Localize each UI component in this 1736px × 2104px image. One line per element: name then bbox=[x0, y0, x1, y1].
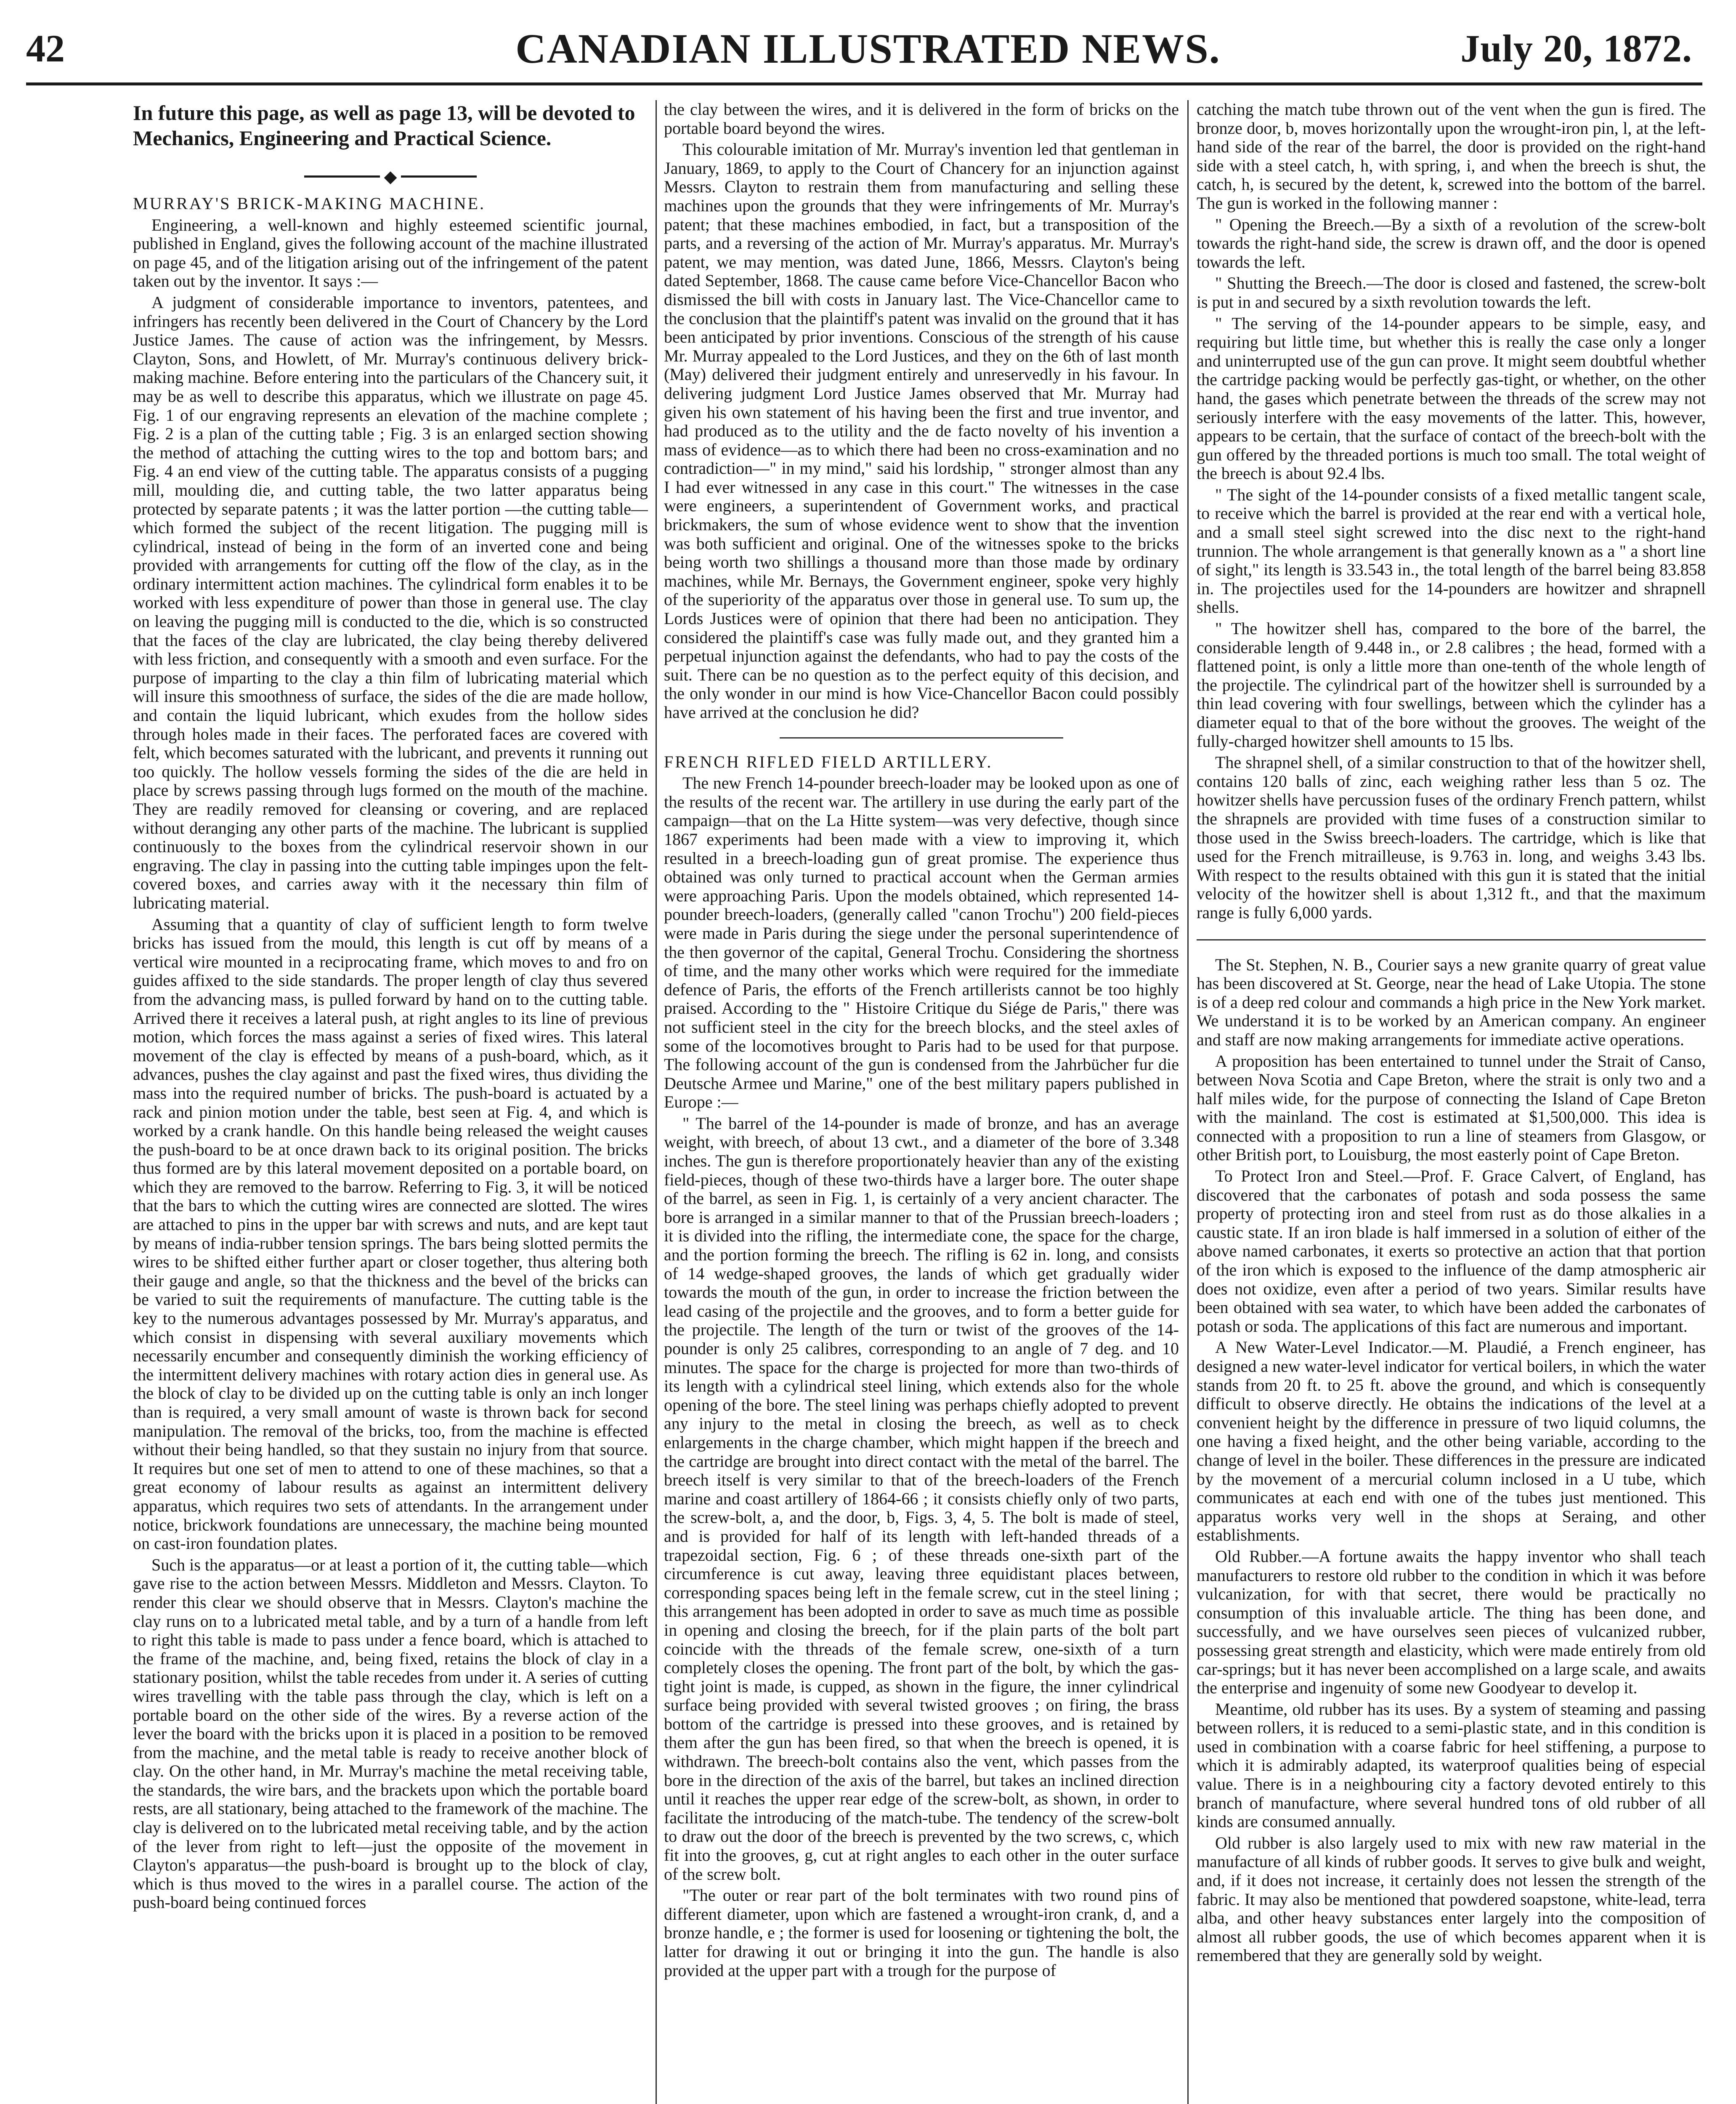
column-divider bbox=[1187, 100, 1189, 2104]
article-paragraph: catching the match tube thrown out of the vent when the gun is fired. The bronze door, b, moves horizontally upon the wrought-iron pin, l, at the left-hand side of the rear of the barrel, the door is provided on the right-hand side with a steel catch, h, with spring, i, and when the breech is shut, the catch, h, is secured by the detent, k, screwed into the bottom of the barrel. The gun is worked in the following manner : bbox=[1197, 100, 1706, 213]
column-divider bbox=[656, 100, 657, 2104]
page-number: 42 bbox=[26, 27, 65, 70]
header-rule bbox=[26, 82, 1702, 85]
news-item: Old rubber is also largely used to mix with new raw material in the manufacture of all kinds of rubber goods. It serves to give bulk and weight, and, if it does not increase, it certainly does not lessen the strength of the fabric. It may also be mentioned that powdered soapstone, white-lead, terra alba, and other heavy substances enter largely into the composition of almost all rubber goods, the use of which becomes apparent when it is remembered that they are generally sold by weight. bbox=[1197, 1833, 1706, 1965]
article-paragraph: Such is the apparatus—or at least a portion of it, the cutting table—which gave rise to the action between Messrs. Middleton and Messrs. Clayton. To render this clear we should observe that in Messrs. Clayton's machine the clay runs on to a lubricated metal table, and by a turn of a handle from left to right this table is made to pass under a fence board, which is attached to the frame of the machine, and, being fixed, retains the block of clay in a stationary position, whilst the table recedes from under it. A series of cutting wires travelling with the table pass through the clay, which is left on a portable board on the other side of the wires. By a reverse action of the lever the board with the bricks upon it is placed in a position to be removed from the machine, and the metal table is ready to receive another block of clay. On the other hand, in Mr. Murray's machine the metal receiving table, the standards, the wire bars, and the brackets upon which the portable board rests, are all stationary, being attached to the framework of the machine. The clay is delivered on to the lubricated metal receiving table, and by the action of the lever from right to left—just the opposite of the movement in Clayton's apparatus—the push-board is brought up to the block of clay, which is thus moved to the wires in a parallel course. The action of the push-board being continued forces bbox=[133, 1555, 648, 1912]
article-title: FRENCH RIFLED FIELD ARTILLERY. bbox=[664, 752, 993, 771]
article-paragraph: The shrapnel shell, of a similar construction to that of the howitzer shell, contains 120 balls of zinc, each weighing rather less than 5 oz. The howitzer shells have percussion fuses of the ordinary French pattern, whilst the shrapnels are provided with time fuses of a construction similar to those used in the Swiss breech-loaders. The cartridge, which is like that used for the French mitrailleuse, is 9.763 in. long, and weighs 3.43 lbs. With respect to the results obtained with this gun it is stated that the initial velocity of the howitzer shell is about 1,312 ft., and that the maximum range is fully 6,000 yards. bbox=[1197, 753, 1706, 922]
article-paragraph: This colourable imitation of Mr. Murray's invention led that gentleman in January, 1869, to apply to the Court of Chancery for an injunction against Messrs. Clayton to restrain them from manufacturing and selling these machines upon the grounds that they were infringements of Mr. Murray's patent; that these machines embodied, in fact, but a transposition of the parts, and a reversing of the action of Mr. Murray's apparatus. Mr. Murray's patent, we may mention, was dated June, 1866, Messrs. Clayton's being dated September, 1868. The cause came before Vice-Chancellor Bacon who dismissed the bill with costs in January last. The Vice-Chancellor came to the conclusion that the plaintiff's patent was invalid on the ground that it has been anticipated by prior inventions. Conscious of the strength of his cause Mr. Murray appealed to the Lord Justices, and they on the 6th of last month (May) delivered their judgment entirely and unreservedly in his favour. In delivering judgment Lord Justice James observed that Mr. Murray had given his own statement of his having been the first and true inventor, and had produced as to the utility and the de facto novelty of his invention a mass of evidence—as to which there had been no cross-examination and no contradiction—" in my mind," said his lordship, " stronger almost than any I had ever witnessed in any case in this court." The witnesses in the case were engineers, a superintendent of Government works, and practical brickmakers, the sum of whose evidence went to show that the invention was both sufficient and original. One of the witnesses spoke to the bricks being worth two shillings a thousand more than those made by ordinary machines, while Mr. Bernays, the Government engineer, spoke very highly of the superiority of the apparatus over those in general use. To sum up, the Lords Justices were of opinion that there had been no anticipation. They considered the plaintiff's case was fully made out, and they granted him a perpetual injunction against the defendants, who had to pay the costs of the suit. There can be no question as to the perfect equity of this decision, and the only wonder in our mind is how Vice-Chancellor Bacon could possibly have arrived at the conclusion he did? bbox=[664, 140, 1179, 722]
column-3 bbox=[1197, 100, 1706, 2104]
article-paragraph: Assuming that a quantity of clay of sufficient length to form twelve bricks has issued from the mould, this length is cut off by means of a vertical wire mounted in a reciprocating frame, which moves to and fro on guides affixed to the side standards. The proper length of clay thus severed from the advancing mass, is pulled forward by hand on to the cutting table. Arrived there it receives a lateral push, at right angles to its line of previous motion, which forces the mass against a series of fixed wires. This lateral movement of the clay is effected by means of a push-board, which, as it advances, pushes the clay against and past the fixed wires, thus dividing the mass into the required number of bricks. The push-board is actuated by a rack and pinion motion under the table, best seen at Fig. 4, and which is worked by a crank handle. On this handle being released the weight causes the push-board to be at once drawn back to its original position. The bricks thus formed are by this lateral movement deposited on a portable board, on which they are removed to the barrow. Referring to Fig. 3, it will be noticed that the bars to which the cutting wires are connected are slotted. The wires are attached to pins in the upper bar with screws and nuts, and are kept taut by means of india-rubber tension springs. The bars being slotted permits the wires to be shifted either further apart or closer together, thus altering both their gauge and angle, so that the thickness and the bevel of the bricks can be varied to suit the requirements of manufacture. The cutting table is the key to the numerous advantages possessed by Mr. Murray's apparatus, and which consist in dispensing with several auxiliary movements which necessarily encumber and consequently diminish the working efficiency of the intermittent delivery machines with rotary action dies in general use. As the block of clay to be divided up on the cutting table is only an inch longer than is required, a very small amount of waste is thrown back for second manipulation. The removal of the bricks, too, from the machine is effected without their being handled, so that they sustain no injury from that source. It requires but one set of men to attend to one of these machines, so that a great economy of labour results as against an intermittent delivery apparatus, which requires two sets of attendants. In the arrangement under notice, brickwork foundations are unnecessary, the machine being mounted on cast-iron foundation plates. bbox=[133, 914, 648, 1553]
column-1 bbox=[133, 100, 648, 2104]
news-item: A New Water-Level Indicator.—M. Plaudié, a French engineer, has designed a new water-level indicator for vertical boilers, in which the water stands from 20 ft. to 25 ft. above the ground, and which is consequently difficult to observe directly. He obtains the indications of the level at a convenient height by the difference in pressure of two liquid columns, the one having a fixed height, and the other being variable, according to the change of level in the boiler. These differences in the pressure are indicated by the movement of a mercurial column inclosed in a U tube, which communicates at each end with one of the tubes just mentioned. This apparatus works very well in the shops at Seraing, and other establishments. bbox=[1197, 1338, 1706, 1545]
section-separator bbox=[1197, 939, 1706, 940]
article-paragraph: The new French 14-pounder breech-loader may be looked upon as one of the results of the recent war. The artillery in use during the early part of the campaign—that on the La Hitte system—was very defective, though since 1867 experiments had been made with a view to improving it, which resulted in a breech-loading gun of great promise. The experience thus obtained was only turned to practical account when the German armies were approaching Paris. Upon the models obtained, which represented 14-pounder breech-loaders, (generally called "canon Trochu") 200 field-pieces were made in Paris during the siege under the personal superintendence of the then governor of the capital, General Trochu. Considering the shortness of time, and the many other works which were required for the immediate defence of Paris, the efforts of the French artillerists cannot be too highly praised. According to the " Histoire Critique du Siége de Paris," there was not sufficient steel in the city for the breech blocks, and the steel axles of some of the locomotives brought to Paris had to be used for that purpose. The following account of the gun is condensed from the Jahrbücher fur die Deutsche Armee und Marine," one of the best military papers published in Europe :— bbox=[664, 773, 1179, 1112]
ornament-divider: ◆ bbox=[133, 163, 648, 180]
article-paragraph: " The howitzer shell has, compared to the bore of the barrel, the considerable length of 9.448 in., or 2.8 calibres ; the head, formed with a flattened point, is only a little more than one-tenth of the whole length of the projectile. The cylindrical part of the howitzer shell is surrounded by a thin lead covering with four swellings, between which the cylinder has a diameter equal to that of the bore without the grooves. The weight of the fully-charged howitzer shell amounts to 15 lbs. bbox=[1197, 619, 1706, 751]
article-paragraph: Engineering, a well-known and highly esteemed scientific journal, published in England, gives the following account of the machine illustrated on page 45, and of the litigation arising out of the infringement of the patent taken out by the inventor. It says :— bbox=[133, 215, 648, 291]
issue-date: July 20, 1872. bbox=[1460, 27, 1692, 70]
news-item: To Protect Iron and Steel.—Prof. F. Grace Calvert, of England, has discovered that the carbonates of potash and soda possess the same property of protecting iron and steel from rust as do those alkalies in a caustic state. If an iron blade is half immersed in a solution of either of the above named carbonates, it exerts so protective an action that that portion of the iron which is exposed to the influence of the damp atmospheric air does not oxidize, even after a period of two years. Similar results have been obtained with sea water, to which have been added the carbonates of potash or soda. The applications of this fact are numerous and important. bbox=[1197, 1166, 1706, 1336]
section-separator bbox=[780, 737, 1063, 739]
column-2 bbox=[664, 100, 1179, 2104]
news-item: Meantime, old rubber has its uses. By a system of steaming and passing between rollers, it is reduced to a semi-plastic state, and in this condition is used in combination with a coarse fabric for heel stiffening, a purpose to which it is admirably adapted, its waterproof qualities being of especial value. There is in a neighbouring city a factory devoted entirely to this branch of manufacture, where several hundred tons of old rubber of all kinds are consumed annually. bbox=[1197, 1699, 1706, 1831]
article-paragraph: " Opening the Breech.—By a sixth of a revolution of the screw-bolt towards the right-hand side, the screw is drawn off, and the door is opened towards the left. bbox=[1197, 215, 1706, 271]
article-title: MURRAY'S BRICK-MAKING MACHINE. bbox=[133, 194, 486, 213]
article-paragraph: "The outer or rear part of the bolt terminates with two round pins of different diameter, upon which are fastened a wrought-iron crank, d, and a bronze handle, e ; the former is used for loosening or tightening the bolt, the latter for drawing it out or bringing it into the gun. The handle is also provided at the upper part with a trough for the purpose of bbox=[664, 1886, 1179, 1980]
article-paragraph: " The serving of the 14-pounder appears to be simple, easy, and requiring but little time, but whether this is really the case only a longer and uninterrupted use of the gun can prove. It might seem doubtful whether the cartridge packing would be perfectly gas-tight, or whether, on the other hand, the gases which penetrate between the threads of the screw may not seriously interfere with the easy movements of the latter. This, however, appears to be certain, that the surface of contact of the breech-bolt with the gun offered by the threaded portions is much too small. The total weight of the breech is about 92.4 lbs. bbox=[1197, 313, 1706, 483]
article-paragraph: A judgment of considerable importance to inventors, patentees, and infringers has recently been delivered in the Court of Chancery by the Lord Justice James. The cause of action was the infringement, by Messrs. Clayton, Sons, and Howlett, of Mr. Murray's continuous delivery brick-making machine. Before entering into the particulars of the Chancery suit, it may be as well to describe this apparatus, which we illustrate on page 45. Fig. 1 of our engraving represents an elevation of the machine complete ; Fig. 2 is a plan of the cutting table ; Fig. 3 is an enlarged section showing the method of attaching the cutting wires to the top and bottom bars; and Fig. 4 an end view of the cutting table. The apparatus consists of a pugging mill, moulding die, and cutting table, the two latter apparatus being protected by separate patents ; it was the latter portion —the cutting table—which formed the subject of the recent litigation. The pugging mill is cylindrical, instead of being in the form of an inverted cone and being provided with arrangements for cutting off the flow of the clay, as in the ordinary intermittent action machines. The cylindrical form enables it to be worked with less expenditure of power than those in general use. The clay on leaving the pugging mill is conducted to the die, which is so constructed that the faces of the clay are lubricated, the clay being thereby delivered with less friction, and consequently with a smooth and even surface. For the purpose of imparting to the clay a thin film of lubricating material which will insure this smoothness of surface, the sides of the die are made hollow, and contain the liquid lubricant, which exudes from the hollow sides through holes made in their faces. The perforated faces are covered with felt, which becomes saturated with the lubricant, and prevents it running out too quickly. The hollow vessels forming the sides of the die are held in place by screws passing through lugs formed on the mouth of the machine. They are readily removed for cleansing or covering, and are replaced without deranging any other parts of the machine. The lubricant is supplied continuously to the boxes from the cylindrical reservoir shown in our engraving. The clay in passing into the cutting table impinges upon the felt-covered boxes, and carries away with it the necessary thin film of lubricating material. bbox=[133, 292, 648, 912]
masthead-title: CANADIAN ILLUSTRATED NEWS. bbox=[515, 25, 1221, 72]
news-item: Old Rubber.—A fortune awaits the happy inventor who shall teach manufacturers to restore old rubber to the condition in which it was before vulcanization, for with that secret, there would be practically no consumption of this invaluable article. The thing has been done, and successfully, and we have ourselves seen pieces of vulcanized rubber, possessing great strength and elasticity, which were made entirely from old car-springs; but it has never been accomplished on a large scale, and awaits the enterprise and ingenuity of some new Goodyear to develop it. bbox=[1197, 1546, 1706, 1698]
article-paragraph: " The sight of the 14-pounder consists of a fixed metallic tangent scale, to receive which the barrel is provided at the rear end with a vertical hole, and a small steel sight screwed into the disc next to the right-hand trunnion. The whole arrangement is that generally known as a " a short line of sight," its length is 33.543 in., the total length of the barrel being 83.858 in. The projectiles used for the 14-pounders are howitzer and shrapnell shells. bbox=[1197, 485, 1706, 617]
article-paragraph: " The barrel of the 14-pounder is made of bronze, and has an average weight, with breech, of about 13 cwt., and a diameter of the bore of 3.348 inches. The gun is therefore proportionately heavier than any of the existing field-pieces, though of these two-thirds have a larger bore. The outer shape of the barrel, as seen in Fig. 1, is certainly of a very ancient character. The bore is arranged in a similar manner to that of the Prussian breech-loaders ; it is divided into the rifling, the intermediate cone, the space for the charge, and the portion forming the breech. The rifling is 62 in. long, and consists of 14 wedge-shaped grooves, the lands of which get gradually wider towards the mouth of the gun, in order to increase the friction between the lead casing of the projectile and the grooves, and to form a better guide for the projectile. The length of the turn or twist of the grooves of the 14-pounder is only 25 calibres, corresponding to an angle of 7 deg. and 10 minutes. The space for the charge is projected for more than two-thirds of its length with a cylindrical steel lining, which extends also for the whole opening of the bore. The steel lining was perhaps chiefly adopted to prevent any injury to the metal in closing the breech, as well as to check enlargements in the charge chamber, which might happen if the breech and the cartridge are brought into direct contact with the metal of the barrel. The breech itself is very similar to that of the breech-loaders of the French marine and coast artillery of 1864-66 ; it consists chiefly only of two parts, the screw-bolt, a, and the door, b, Figs. 3, 4, 5. The bolt is made of steel, and is provided for half of its length with left-handed threads of a trapezoidal section, Fig. 6 ; of these threads one-sixth part of the circumference is cut away, leaving three equidistant places between, corresponding spaces being left in the female screw, cut in the steel lining ; this arrangement has been adopted in order to save as much time as possible in opening and closing the breech, for if the plain parts of the bolt part coincide with the threads of the female screw, one-sixth of a turn completely closes the opening. The front part of the bolt, by which the gas-tight joint is made, is cupped, as shown in the figure, the inner cylindrical surface being provided with several twisted grooves ; on firing, the brass bottom of the cartridge is pressed into these grooves, and is retained by them after the gun has been fired, so that when the breech is opened, it is withdrawn. The breech-bolt contains also the vent, which passes from the bore in the direction of the axis of the barrel, but takes an inclined direction until it reaches the upper rear edge of the screw-bolt, as shown, in order to facilitate the introducing of the match-tube. The tendency of the screw-bolt to draw out the door of the breech is prevented by the two screws, c, which fit into the grooves, g, cut at right angles to each other in the outer surface of the screw bolt. bbox=[664, 1113, 1179, 1884]
news-item: A proposition has been entertained to tunnel under the Strait of Canso, between Nova Scotia and Cape Breton, where the strait is only two and a half miles wide, for the purpose of connecting the Island of Cape Breton with the mainland. The cost is estimated at $1,500,000. This idea is connected with a proposition to run a line of steamers from Glasgow, or other British port, to Louisburg, the most easterly point of Cape Breton. bbox=[1197, 1051, 1706, 1164]
news-item: The St. Stephen, N. B., Courier says a new granite quarry of great value has been discovered at St. George, near the head of Lake Utopia. The stone is of a deep red colour and commands a high price in the New York market. We understand it is to be worked by an American company. An engineer and staff are now making arrangements for immediate active operations. bbox=[1197, 955, 1706, 1049]
editorial-notice: In future this page, as well as page 13, will be devoted to Mechanics, Engineering and Practical Science. bbox=[133, 101, 635, 150]
article-paragraph: " Shutting the Breech.—The door is closed and fastened, the screw-bolt is put in and secured by a sixth revolution towards the left. bbox=[1197, 274, 1706, 311]
article-paragraph: the clay between the wires, and it is delivered in the form of bricks on the portable board beyond the wires. bbox=[664, 100, 1179, 138]
